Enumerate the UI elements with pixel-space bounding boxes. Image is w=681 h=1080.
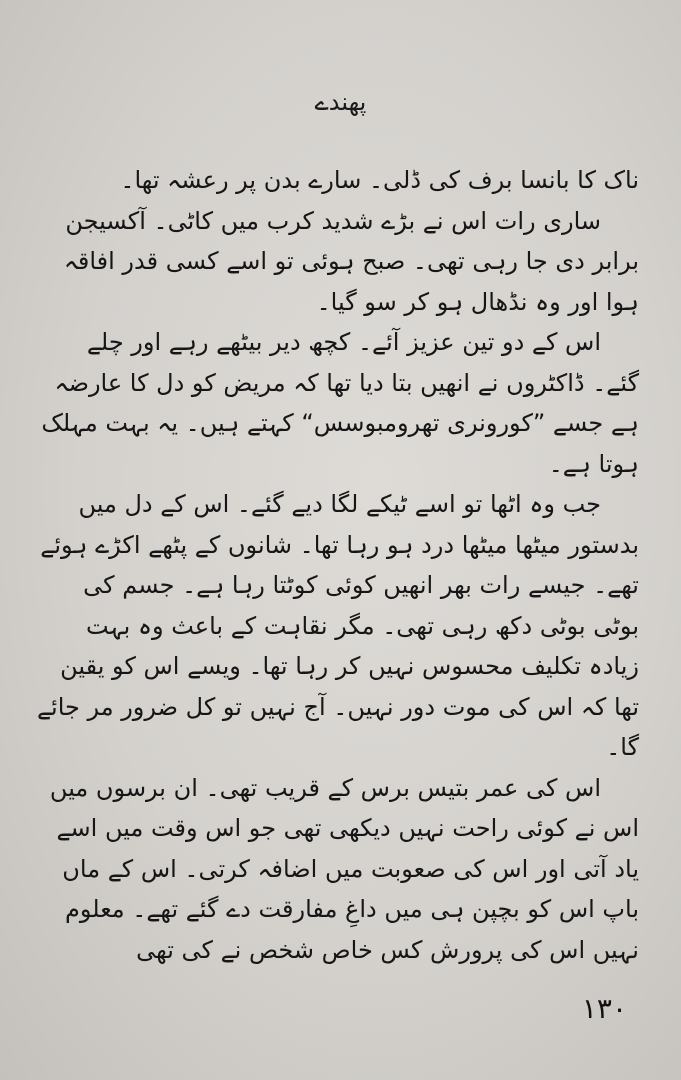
- paragraph: جب وہ اٹھا تو اسے ٹیکے لگا دیے گئے۔ اس کے دل میں بدستور میٹھا میٹھا درد ہو رہا تھا۔ شانوں کے پٹھے اکڑے ہوئے تھے۔ جیسے رات بھر انھیں کوئی کوٹتا رہا ہے۔ جسم کی بوٹی بوٹی دکھ رہی تھی۔ مگر نقاہت کے باعث وہ بہت زیادہ تکلیف محسوس نہیں کر رہا تھا۔ ویسے اس کو یقین تھا کہ اس کی موت دور نہیں۔ آج نہیں تو کل ضرور مر جائے گا۔: [36, 490, 639, 761]
- page-number: ۱۳۰: [581, 992, 627, 1025]
- body-text: [34, 160, 639, 970]
- running-header: پھندے: [314, 88, 367, 116]
- paragraph: ساری رات اس نے بڑے شدید کرب میں کاٹی۔ آکسیجن برابر دی جا رہی تھی۔ صبح ہوئی تو اسے کسی قدر افاقہ ہوا اور وہ نڈھال ہو کر سو گیا۔: [63, 206, 639, 316]
- paragraph: اس کی عمر بتیس برس کے قریب تھی۔ ان برسوں میں اس نے کوئی راحت نہیں دیکھی تھی جو اس وقت میں اسے یاد آتی اور اس کی صعوبت میں اضافہ کرتی۔ اس کے ماں باپ اس کو بچپن ہی میں داغِ مفارقت دے گئے تھے۔ معلوم نہیں اس کی پرورش کس خاص شخص نے کی تھی: [49, 773, 639, 964]
- paragraph: ناک کا بانسا برف کی ڈلی۔ سارے بدن پر رعشہ تھا۔: [120, 166, 639, 194]
- paragraph: اس کے دو تین عزیز آئے۔ کچھ دیر بیٹھے رہے اور چلے گئے۔ ڈاکٹروں نے انھیں بتا دیا تھا کہ مریض کو دل کا عارضہ ہے جسے ”کورونری تھرومبوسس“ کہتے ہیں۔ یہ بہت مہلک ہوتا ہے۔: [41, 328, 639, 478]
